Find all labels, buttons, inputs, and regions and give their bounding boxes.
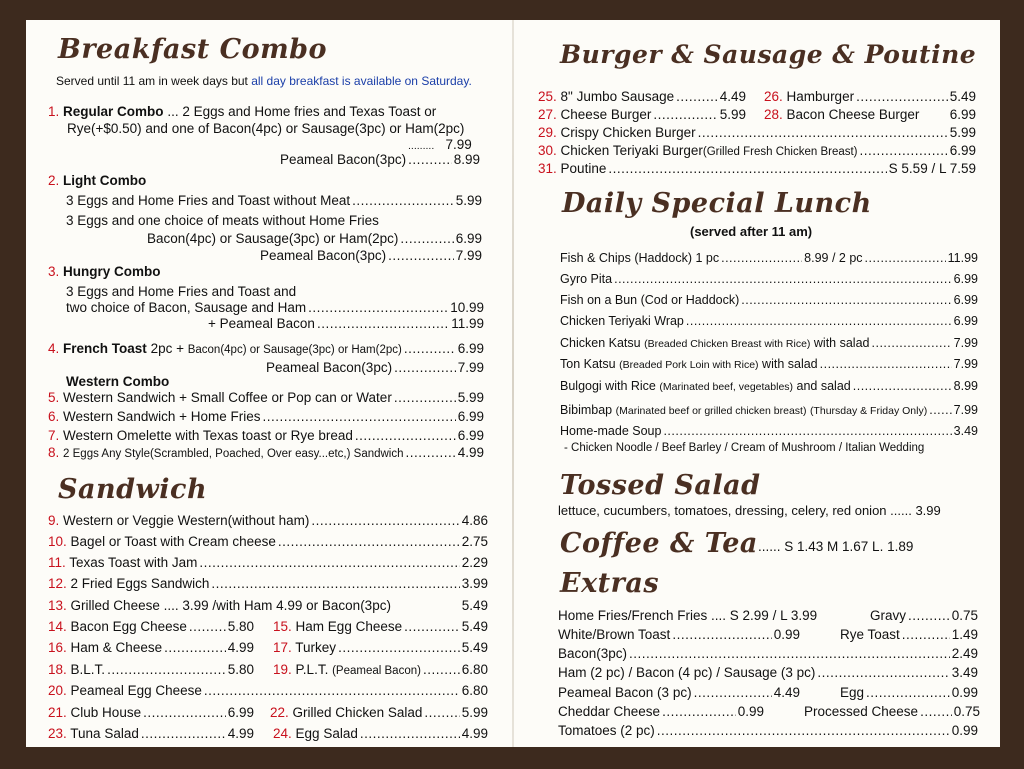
- item-number: 7.: [48, 428, 60, 443]
- price: 0.99: [951, 723, 978, 738]
- item-label: B.L.T.: [70, 662, 106, 677]
- price: 3.49: [953, 424, 978, 438]
- item-label: Chicken Katsu: [560, 336, 641, 350]
- extra-1: Home Fries/French Fries .... S 2.99 / L 3.99: [558, 608, 818, 623]
- price: 6.99: [457, 428, 484, 443]
- item-desc-small: Bacon(4pc) or Sausage(3pc) or Ham(2pc): [187, 344, 402, 356]
- item-number: 11.: [48, 555, 66, 570]
- item-label: Bacon Cheese Burger: [786, 107, 920, 122]
- item-name: Light Combo: [63, 173, 147, 188]
- item-number: 27.: [538, 107, 557, 122]
- dot-leader: [211, 576, 459, 591]
- price: 5.49: [461, 640, 488, 655]
- item-3-line2: [66, 300, 484, 315]
- item-label: Cheese Burger: [560, 107, 652, 122]
- item-label: Club House: [70, 705, 142, 720]
- item-11: [48, 555, 488, 570]
- price: 3.99: [461, 576, 488, 591]
- item-label: Bacon(3pc): [558, 646, 628, 661]
- dot-leader: [408, 152, 452, 167]
- price: 3.99: [915, 503, 941, 518]
- item-name: French Toast: [63, 341, 147, 356]
- item-label: Egg: [840, 685, 865, 700]
- extra-7: [558, 723, 978, 738]
- dot-leader: [860, 143, 948, 158]
- item-label: Peameal Bacon (3 pc): [558, 685, 692, 700]
- soup-options: - Chicken Noodle / Beef Barley / Cream of Mushroom / Italian Wedding: [564, 442, 925, 454]
- price: 5.49: [461, 598, 488, 613]
- item-name: Hungry Combo: [63, 264, 161, 279]
- dot-leader: [856, 89, 948, 104]
- dot-leader: [865, 251, 946, 265]
- price: 1.49: [951, 627, 978, 642]
- extras-title: Extras: [560, 568, 660, 599]
- price: 4.99: [457, 445, 484, 460]
- price: 7.99: [457, 360, 484, 375]
- item-21: [48, 705, 254, 720]
- item-number: 28.: [764, 107, 783, 122]
- price: 6.99: [455, 231, 482, 246]
- dot-leader: [817, 665, 949, 680]
- extra-3: [558, 646, 978, 661]
- item-number: 21.: [48, 705, 67, 720]
- dot-leader: [262, 409, 455, 424]
- price: 2.49: [951, 646, 978, 661]
- dot-leader: [199, 555, 459, 570]
- item-number: 4.: [48, 341, 60, 356]
- extra-2b: [840, 627, 978, 642]
- item-2-line4: [260, 248, 482, 263]
- western-combo-title: Western Combo: [66, 374, 170, 389]
- dot-leader: [929, 403, 951, 417]
- item-label: Western or Veggie Western(without ham): [63, 513, 310, 528]
- item-13: [48, 598, 488, 613]
- dot-leader: [920, 704, 952, 719]
- dot-leader: [404, 341, 456, 356]
- item-label: Crispy Chicken Burger: [560, 125, 696, 140]
- item-label: Turkey: [295, 640, 337, 655]
- price: 5.80: [227, 619, 254, 634]
- dot-leader: [698, 125, 948, 140]
- item-label-b: with salad: [813, 336, 870, 350]
- extra-5b: [840, 685, 978, 700]
- item-16: [48, 640, 254, 655]
- item-label: Ham (2 pc) / Bacon (4 pc) / Sausage (3 pc): [558, 665, 816, 680]
- item-7: [48, 428, 484, 443]
- dot-leader: [338, 640, 460, 655]
- extra-5: [558, 685, 800, 700]
- price: 11.99: [947, 251, 978, 265]
- item-28: [764, 107, 976, 122]
- item-number: 3.: [48, 264, 60, 279]
- price: 0.99: [951, 685, 978, 700]
- item-label: Poutine: [560, 161, 607, 176]
- item-number: 10.: [48, 534, 67, 549]
- item-20: [48, 683, 488, 698]
- price: 8.99: [953, 379, 978, 393]
- item-number: 31.: [538, 161, 557, 176]
- dot-leader: [141, 726, 226, 741]
- dot-leader: [278, 534, 460, 549]
- breakfast-title: Breakfast Combo: [58, 34, 328, 65]
- dot-leader: [404, 619, 460, 634]
- salad-desc: lettuce, cucumbers, tomatoes, dressing, celery, red onion ......: [558, 503, 912, 518]
- extra-1b: [870, 608, 978, 623]
- lunch-item-2: [560, 272, 978, 286]
- item-label: Chicken Teriyaki Burger: [560, 143, 703, 158]
- item-number: 17.: [273, 640, 292, 655]
- item-number: 12.: [48, 576, 67, 591]
- item-label: Rye Toast: [840, 627, 900, 642]
- item-3: [48, 264, 161, 280]
- item-label-small: (Grilled Fresh Chicken Breast): [702, 146, 858, 158]
- item-label-small: (Breaded Chicken Breast with Rice): [644, 338, 811, 350]
- dot-leader: [204, 683, 460, 698]
- item-label-small: (Breaded Pork Loin with Rice): [619, 359, 759, 371]
- price: 5.99: [455, 193, 482, 208]
- item-label: Peameal Bacon(3pc): [260, 248, 387, 263]
- price: 10.99: [450, 300, 484, 315]
- price: 6.99: [953, 314, 978, 328]
- price: 2.75: [461, 534, 488, 549]
- item-label: Hamburger: [786, 89, 855, 104]
- price: 0.99: [737, 704, 764, 719]
- dot-leader: [657, 723, 950, 738]
- item-number: 2.: [48, 173, 60, 188]
- dot-leader: [189, 619, 226, 634]
- dot-leader: [360, 726, 460, 741]
- item-14: [48, 619, 254, 634]
- item-label: Western Omelette with Texas toast or Rye bread: [63, 428, 353, 443]
- price: 7.99: [953, 336, 978, 350]
- item-label-small: (Marinated beef, vegetables): [659, 381, 794, 393]
- item-label: Peameal Egg Cheese: [70, 683, 202, 698]
- item-1-desc2: Rye(+$0.50) and one of Bacon(4pc) or Sausage(3pc) or Ham(2pc): [67, 121, 465, 136]
- item-desc: ... 2 Eggs and Home fries and Texas Toast or: [167, 104, 437, 119]
- dot-leader: [355, 428, 456, 443]
- item-label: Egg Salad: [295, 726, 358, 741]
- dot-leader: [694, 685, 772, 700]
- price: 4.99: [227, 726, 254, 741]
- dot-leader: [317, 316, 449, 331]
- item-10: [48, 534, 488, 549]
- item-label: Western Sandwich + Small Coffee or Pop can or Water: [63, 390, 392, 405]
- price: 5.49: [461, 619, 488, 634]
- breakfast-note: [56, 74, 472, 88]
- price: 6.99: [953, 293, 978, 307]
- price: 5.80: [227, 662, 254, 677]
- breakfast-note-b: all day breakfast is available on Saturday.: [251, 74, 472, 88]
- item-number: 20.: [48, 683, 67, 698]
- item-6: [48, 409, 484, 424]
- item-12: [48, 576, 488, 591]
- dot-leader: [394, 360, 456, 375]
- dot-leader: [721, 251, 802, 265]
- item-label: Chicken Teriyaki Wrap: [560, 314, 684, 328]
- item-label-small: (Marinated beef or grilled chicken breast): [615, 405, 807, 417]
- item-3-line3: [208, 316, 484, 331]
- item-2-line3: [147, 231, 482, 246]
- price: 6.99: [227, 705, 254, 720]
- item-2-line1: [66, 193, 482, 208]
- price: 4.99: [461, 726, 488, 741]
- dot-leader: [406, 445, 456, 460]
- item-number: 25.: [538, 89, 557, 104]
- item-number: 14.: [48, 619, 67, 634]
- breakfast-note-a: Served until 11 am in week days but: [56, 74, 252, 88]
- burger-title: Burger & Sausage & Poutine: [560, 40, 977, 69]
- dot-leader: [663, 424, 951, 438]
- item-label-small: (Peameal Bacon): [332, 665, 421, 677]
- dot-leader: [902, 627, 950, 642]
- item-label: Ham & Cheese: [70, 640, 163, 655]
- item-label: P.L.T.: [295, 662, 329, 677]
- dot-leader: [629, 646, 950, 661]
- price: 6.99: [953, 272, 978, 286]
- item-label: Ton Katsu: [560, 357, 616, 371]
- item-17: [273, 640, 488, 655]
- item-number: 9.: [48, 513, 60, 528]
- dot-leader: [400, 231, 453, 246]
- item-30: [538, 143, 976, 158]
- dot-leader: [872, 336, 952, 350]
- lunch-item-8: [560, 403, 978, 417]
- item-label: Peameal Bacon(3pc): [266, 360, 393, 375]
- dot-leader: [662, 704, 736, 719]
- salad-line: [558, 503, 941, 518]
- price: 7.99: [445, 137, 472, 152]
- price: 6.99: [949, 107, 976, 122]
- item-5: [48, 390, 484, 405]
- item-label: Processed Cheese: [804, 704, 919, 719]
- dot-leader: [614, 272, 952, 286]
- lunch-item-1: [560, 251, 978, 265]
- lunch-item-9: [560, 424, 978, 438]
- item-number: 29.: [538, 125, 557, 140]
- dot-leader: [653, 107, 717, 122]
- dot-leader: [308, 300, 448, 315]
- item-number: 23.: [48, 726, 67, 741]
- item-label: Tomatoes (2 pc): [558, 723, 655, 738]
- price: 3.49: [951, 665, 978, 680]
- price: 6.99: [457, 409, 484, 424]
- price: 0.75: [953, 704, 980, 719]
- item-label: 2 Eggs Any Style(Scrambled, Poached, Over easy...etc,) Sandwich: [63, 448, 404, 460]
- item-1: [48, 104, 436, 120]
- price: 4.86: [461, 513, 488, 528]
- item-27: [538, 107, 746, 122]
- price: 4.99: [227, 640, 254, 655]
- item-18: [48, 662, 254, 677]
- item-2-line2: 3 Eggs and one choice of meats without Home Fries: [66, 213, 379, 228]
- price: 4.49: [773, 685, 800, 700]
- item-label: two choice of Bacon, Sausage and Ham: [66, 300, 307, 315]
- item-number: 5.: [48, 390, 60, 405]
- dot-leader: [866, 685, 950, 700]
- dot-leader: [352, 193, 454, 208]
- item-label: Gyro Pita: [560, 272, 613, 286]
- lunch-subtitle: (served after 11 am): [690, 224, 813, 239]
- item-label: Fish & Chips (Haddock) 1 pc: [560, 251, 720, 265]
- price: 7.99: [953, 403, 978, 417]
- lunch-item-4: [560, 314, 978, 328]
- item-label: Bulgogi with Rice: [560, 379, 656, 393]
- item-label: Bagel or Toast with Cream cheese: [70, 534, 276, 549]
- item-label: Tuna Salad: [70, 726, 139, 741]
- price: 4.49: [719, 89, 746, 104]
- item-label: 2 Fried Eggs Sandwich: [70, 576, 210, 591]
- price: 5.99: [949, 125, 976, 140]
- lunch-item-5: [560, 336, 978, 350]
- salad-title: Tossed Salad: [560, 470, 761, 501]
- item-desc: 2pc +: [150, 341, 188, 356]
- item-label: Home-made Soup: [560, 424, 662, 438]
- item-label: Cheddar Cheese: [558, 704, 661, 719]
- item-label: 8" Jumbo Sausage: [560, 89, 675, 104]
- dot-leader: [676, 89, 718, 104]
- coffee-prices: ...... S 1.43 M 1.67 L. 1.89: [758, 539, 914, 554]
- price: 6.80: [461, 683, 488, 698]
- lunch-title: Daily Special Lunch: [562, 188, 872, 219]
- price: 0.75: [951, 608, 978, 623]
- item-number: 6.: [48, 409, 60, 424]
- item-label-mid: 8.99 / 2 pc: [804, 251, 863, 265]
- dot-leader: [423, 662, 460, 677]
- item-number: 16.: [48, 640, 67, 655]
- item-number: 19.: [273, 662, 292, 677]
- item-label: Fish on a Bun (Cod or Haddock): [560, 293, 740, 307]
- lunch-item-3: [560, 293, 978, 307]
- item-9: [48, 513, 488, 528]
- item-label-b: with salad: [762, 357, 818, 371]
- lunch-item-6: [560, 357, 978, 371]
- item-label: 3 Eggs and Home Fries and Toast without Meat: [66, 193, 351, 208]
- item-number: 24.: [273, 726, 292, 741]
- coffee-title: Coffee & Tea: [560, 528, 758, 559]
- dot-leader: [388, 248, 454, 263]
- dot-leader: [143, 705, 226, 720]
- item-label-b: and salad: [796, 379, 851, 393]
- item-15: [273, 619, 488, 634]
- item-31: [538, 161, 976, 176]
- item-label: Ham Egg Cheese: [295, 619, 403, 634]
- item-number: 1.: [48, 104, 60, 119]
- price: 2.29: [461, 555, 488, 570]
- item-4-peameal: [266, 360, 484, 375]
- price: 6.99: [949, 143, 976, 158]
- item-3-line1: 3 Eggs and Home Fries and Toast and: [66, 284, 297, 299]
- dot-leader: [107, 662, 226, 677]
- price: 7.99: [953, 357, 978, 371]
- item-number: 26.: [764, 89, 783, 104]
- item-4: [48, 341, 484, 356]
- item-name: Regular Combo: [63, 104, 164, 119]
- item-2: [48, 173, 146, 189]
- item-number: 18.: [48, 662, 67, 677]
- item-23: [48, 726, 254, 741]
- dot-leader: [311, 513, 459, 528]
- price: S 5.59 / L 7.59: [888, 161, 976, 176]
- price: 0.99: [773, 627, 800, 642]
- price: 5.99: [457, 390, 484, 405]
- dot-leader: [672, 627, 771, 642]
- item-label: Grilled Cheese .... 3.99 /with Ham 4.99 or Bacon(3pc): [70, 598, 391, 613]
- item-26: [764, 89, 976, 104]
- item-label: Grilled Chicken Salad: [292, 705, 423, 720]
- item-24: [273, 726, 488, 741]
- dot-leader: [424, 705, 459, 720]
- dot-leader: [686, 314, 952, 328]
- dot-leader: [853, 379, 952, 393]
- item-25: [538, 89, 746, 104]
- price: 6.99: [457, 341, 484, 356]
- price: 5.99: [461, 705, 488, 720]
- item-number: 30.: [538, 143, 557, 158]
- dot-leader: [608, 161, 886, 176]
- item-label: Western Sandwich + Home Fries: [63, 409, 261, 424]
- item-label: Peameal Bacon(3pc): [280, 152, 407, 167]
- price: 11.99: [451, 316, 484, 331]
- item-number: 22.: [270, 705, 289, 720]
- menu-fold: [512, 20, 514, 747]
- item-29: [538, 125, 976, 140]
- item-1-peameal: [280, 152, 480, 167]
- sandwich-title: Sandwich: [58, 474, 208, 505]
- item-19: [273, 662, 488, 677]
- price: 7.99: [455, 248, 482, 263]
- dot-leader: [820, 357, 952, 371]
- item-22: [270, 705, 488, 720]
- extra-2: [558, 627, 800, 642]
- dot-leader: [164, 640, 226, 655]
- item-number: 8.: [48, 445, 60, 460]
- extra-4: [558, 665, 978, 680]
- dot-leader: [394, 390, 456, 405]
- item-label: White/Brown Toast: [558, 627, 671, 642]
- dot-leader: [908, 608, 950, 623]
- item-8: [48, 445, 484, 460]
- item-number: 15.: [273, 619, 292, 634]
- extra-6b: [804, 704, 980, 719]
- price: 8.99: [453, 152, 480, 167]
- item-label: Bacon(4pc) or Sausage(3pc) or Ham(2pc): [147, 231, 399, 246]
- extra-6: [558, 704, 764, 719]
- item-label: Bacon Egg Cheese: [70, 619, 187, 634]
- lunch-item-7: [560, 379, 978, 393]
- dot-leader: [741, 293, 951, 307]
- price: 5.49: [949, 89, 976, 104]
- item-label-b: (Thursday & Friday Only): [809, 405, 928, 417]
- item-number: 13.: [48, 598, 67, 613]
- item-label: Texas Toast with Jam: [69, 555, 198, 570]
- price: 5.99: [719, 107, 746, 122]
- item-label: Bibimbap: [560, 403, 613, 417]
- item-1-price: ......... 7.99: [408, 137, 472, 152]
- price: 6.80: [461, 662, 488, 677]
- item-label: + Peameal Bacon: [208, 316, 315, 331]
- item-label: Gravy: [870, 608, 907, 623]
